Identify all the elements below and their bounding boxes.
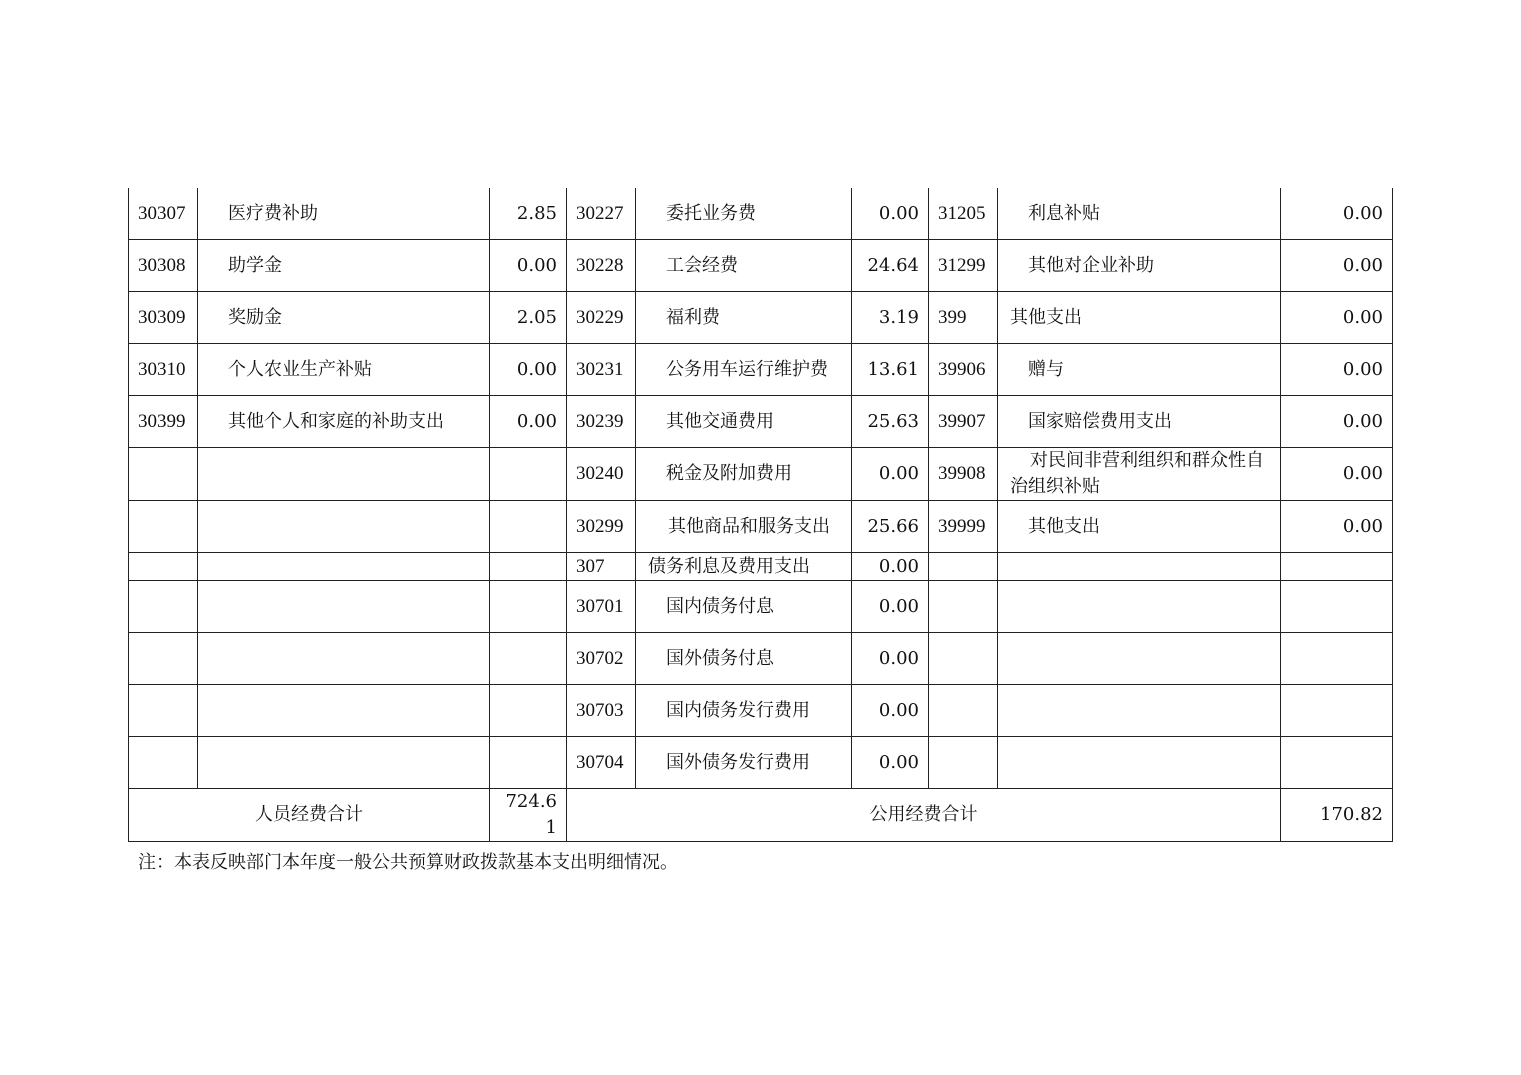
public-amount: 0.00 — [852, 685, 929, 737]
other-item-name: 对民间非营利组织和群众性自治组织补贴 — [998, 448, 1281, 501]
public-code: 30228 — [567, 240, 636, 292]
personnel-amount — [490, 633, 567, 685]
public-code: 30704 — [567, 737, 636, 789]
other-amount — [1281, 581, 1393, 633]
other-item-name — [998, 737, 1281, 789]
personnel-item-name — [198, 685, 490, 737]
public-item-name: 国内债务付息 — [636, 581, 852, 633]
other-code: 39906 — [929, 344, 998, 396]
table-row — [129, 448, 1393, 501]
personnel-item-name: 医疗费补助 — [198, 188, 490, 240]
public-total-label: 公用经费合计 — [567, 789, 1281, 842]
other-code: 39908 — [929, 448, 998, 501]
other-amount: 0.00 — [1281, 188, 1393, 240]
public-amount: 13.61 — [852, 344, 929, 396]
other-amount: 0.00 — [1281, 344, 1393, 396]
other-item-name: 国家赔偿费用支出 — [998, 396, 1281, 448]
other-code — [929, 633, 998, 685]
other-amount — [1281, 685, 1393, 737]
personnel-code — [129, 685, 198, 737]
public-amount: 0.00 — [852, 448, 929, 501]
other-item-name — [998, 633, 1281, 685]
personnel-code: 30399 — [129, 396, 198, 448]
personnel-amount — [490, 685, 567, 737]
table-row — [129, 292, 1393, 344]
public-code: 30702 — [567, 633, 636, 685]
public-code: 30703 — [567, 685, 636, 737]
public-item-name: 国外债务发行费用 — [636, 737, 852, 789]
other-item-name: 利息补贴 — [998, 188, 1281, 240]
expenditure-detail-table — [128, 188, 1393, 842]
public-item-name: 债务利息及费用支出 — [636, 553, 852, 581]
other-item-name: 其他对企业补助 — [998, 240, 1281, 292]
personnel-total-amount: 724.61 — [490, 789, 567, 842]
personnel-item-name: 助学金 — [198, 240, 490, 292]
other-code: 31299 — [929, 240, 998, 292]
personnel-amount: 0.00 — [490, 344, 567, 396]
public-amount: 3.19 — [852, 292, 929, 344]
other-code — [929, 581, 998, 633]
personnel-item-name: 奖励金 — [198, 292, 490, 344]
personnel-code — [129, 448, 198, 501]
personnel-amount: 0.00 — [490, 240, 567, 292]
personnel-code: 30307 — [129, 188, 198, 240]
public-code: 30231 — [567, 344, 636, 396]
personnel-total-label: 人员经费合计 — [129, 789, 490, 842]
public-amount: 25.66 — [852, 501, 929, 553]
personnel-item-name — [198, 581, 490, 633]
other-item-name — [998, 685, 1281, 737]
personnel-code — [129, 737, 198, 789]
other-item-name: 其他支出 — [998, 292, 1281, 344]
totals-row — [129, 789, 1393, 842]
public-amount: 0.00 — [852, 553, 929, 581]
public-item-name: 其他交通费用 — [636, 396, 852, 448]
other-code: 399 — [929, 292, 998, 344]
public-code: 30299 — [567, 501, 636, 553]
other-code — [929, 553, 998, 581]
public-item-name: 委托业务费 — [636, 188, 852, 240]
public-item-name: 福利费 — [636, 292, 852, 344]
other-code: 39999 — [929, 501, 998, 553]
other-amount: 0.00 — [1281, 448, 1393, 501]
personnel-code: 30310 — [129, 344, 198, 396]
table-row — [129, 501, 1393, 553]
public-item-name: 国外债务付息 — [636, 633, 852, 685]
table-row — [129, 240, 1393, 292]
personnel-code: 30308 — [129, 240, 198, 292]
personnel-amount: 2.85 — [490, 188, 567, 240]
personnel-amount — [490, 553, 567, 581]
other-item-name — [998, 581, 1281, 633]
public-code: 30229 — [567, 292, 636, 344]
table-row — [129, 633, 1393, 685]
public-code: 30240 — [567, 448, 636, 501]
personnel-amount: 0.00 — [490, 396, 567, 448]
personnel-item-name: 个人农业生产补贴 — [198, 344, 490, 396]
personnel-item-name — [198, 737, 490, 789]
personnel-code: 30309 — [129, 292, 198, 344]
personnel-code — [129, 633, 198, 685]
table-row — [129, 188, 1393, 240]
public-code: 30701 — [567, 581, 636, 633]
public-amount: 0.00 — [852, 188, 929, 240]
public-item-name: 公务用车运行维护费 — [636, 344, 852, 396]
other-amount: 0.00 — [1281, 240, 1393, 292]
table-row — [129, 396, 1393, 448]
public-code: 30239 — [567, 396, 636, 448]
public-item-name: 工会经费 — [636, 240, 852, 292]
personnel-item-name — [198, 501, 490, 553]
other-item-name: 赠与 — [998, 344, 1281, 396]
other-amount: 0.00 — [1281, 292, 1393, 344]
other-amount: 0.00 — [1281, 501, 1393, 553]
public-code: 307 — [567, 553, 636, 581]
other-amount: 0.00 — [1281, 396, 1393, 448]
personnel-code — [129, 501, 198, 553]
other-item-name — [998, 553, 1281, 581]
public-amount: 0.00 — [852, 581, 929, 633]
personnel-amount — [490, 737, 567, 789]
personnel-item-name — [198, 633, 490, 685]
personnel-amount: 2.05 — [490, 292, 567, 344]
personnel-item-name — [198, 448, 490, 501]
personnel-code — [129, 553, 198, 581]
public-item-name: 其他商品和服务支出 — [636, 501, 852, 553]
personnel-amount — [490, 448, 567, 501]
other-item-name: 其他支出 — [998, 501, 1281, 553]
personnel-code — [129, 581, 198, 633]
personnel-item-name: 其他个人和家庭的补助支出 — [198, 396, 490, 448]
public-amount: 0.00 — [852, 737, 929, 789]
other-code: 39907 — [929, 396, 998, 448]
public-item-name: 国内债务发行费用 — [636, 685, 852, 737]
other-amount — [1281, 737, 1393, 789]
table-note: 注：本表反映部门本年度一般公共预算财政拨款基本支出明细情况。 — [138, 852, 678, 873]
table-row — [129, 581, 1393, 633]
personnel-amount — [490, 581, 567, 633]
table-row — [129, 685, 1393, 737]
public-code: 30227 — [567, 188, 636, 240]
personnel-item-name — [198, 553, 490, 581]
other-code — [929, 737, 998, 789]
other-amount — [1281, 633, 1393, 685]
other-amount — [1281, 553, 1393, 581]
other-code: 31205 — [929, 188, 998, 240]
public-amount: 0.00 — [852, 633, 929, 685]
table-row — [129, 737, 1393, 789]
table-row — [129, 553, 1393, 581]
other-code — [929, 685, 998, 737]
public-item-name: 税金及附加费用 — [636, 448, 852, 501]
public-amount: 25.63 — [852, 396, 929, 448]
personnel-amount — [490, 501, 567, 553]
public-total-amount: 170.82 — [1281, 789, 1393, 842]
table-row — [129, 344, 1393, 396]
public-amount: 24.64 — [852, 240, 929, 292]
